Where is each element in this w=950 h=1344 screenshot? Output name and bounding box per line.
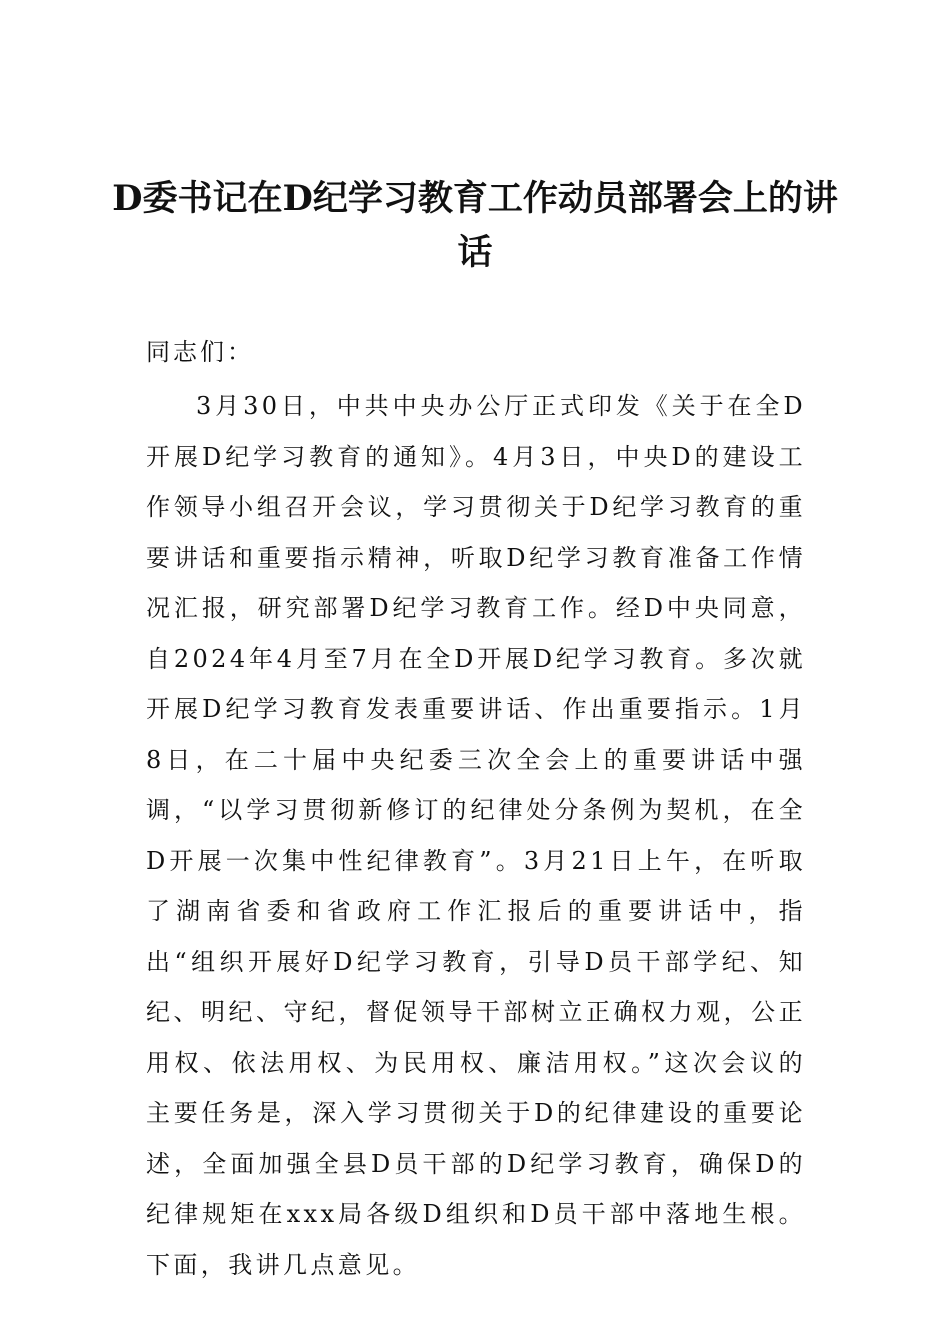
salutation: 同志们：: [146, 338, 254, 366]
body-paragraph: 3月30日，中共中央办公厅正式印发《关于在全D开展D纪学习教育的通知》。4月3日，中央D的建设工作领导小组召开会议，学习贯彻关于D纪学习教育的重要讲话和重要指示精神，听取D纪学习教育准备工作情况汇报，研究部署D纪学习教育工作。经D中央同意，自2024年4月至7月在全D开展D纪学习教育。多次就开展D纪学习教育发表重要讲话、作出重要指示。1月8日，在二十届中央纪委三次全会上的重要讲话中强调，“以学习贯彻新修订的纪律处分条例为契机，在全D开展一次集中性纪律教育”。3月21日上午，在听取了湖南省委和省政府工作汇报后的重要讲话中，指出“组织开展好D纪学习教育，引导D员干部学纪、知纪、明纪、守纪，督促领导干部树立正确权力观，公正用权、依法用权、为民用权、廉洁用权。”这次会议的主要任务是，深入学习贯彻关于D的纪律建设的重要论述，全面加强全县D员干部的D纪学习教育，确保D的纪律规矩在xxx局各级D组织和D员干部中落地生根。下面，我讲几点意见。: [146, 392, 806, 1279]
document-title: D委书记在D纪学习教育工作动员部署会上的讲话: [112, 178, 838, 273]
